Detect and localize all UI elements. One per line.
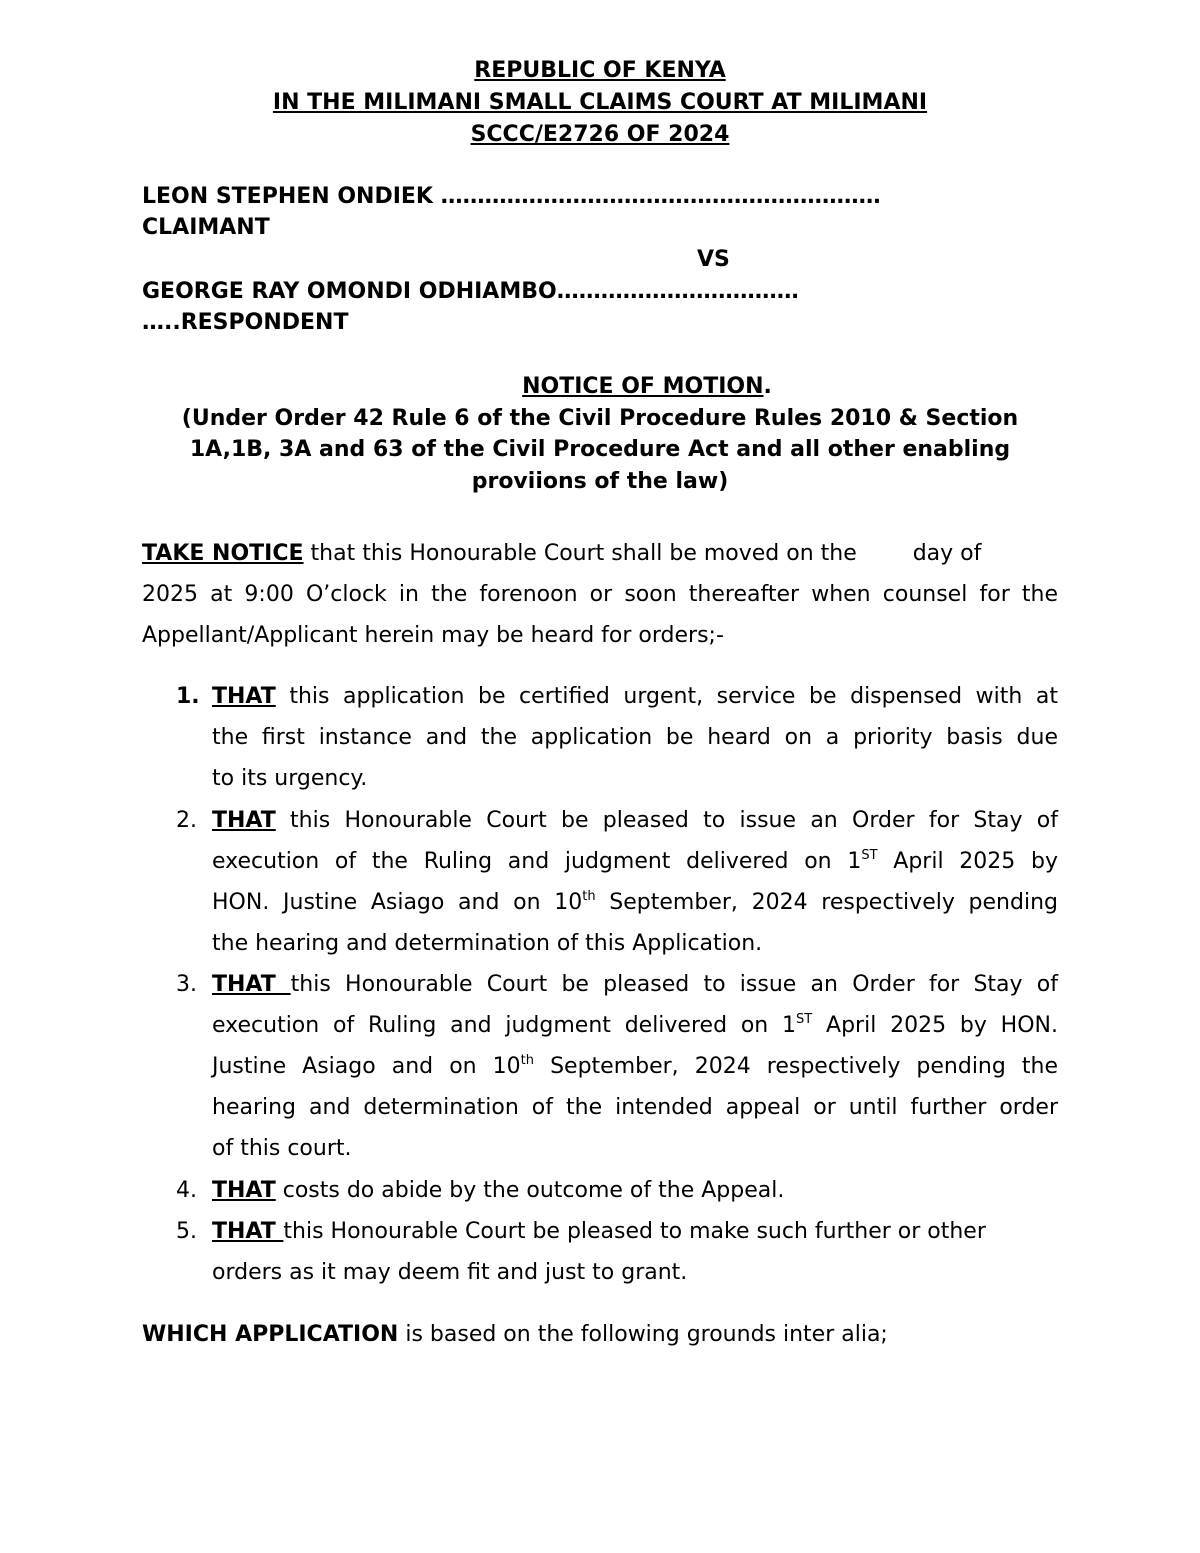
take-notice-line-1-text: that this Honourable Court shall be moved on the day of bbox=[303, 541, 982, 566]
versus-label: VS bbox=[697, 247, 730, 272]
order-1-line-1-text: this application be certified urgent, service be dispensed with at bbox=[275, 684, 1058, 709]
which-application-lead: WHICH APPLICATION bbox=[142, 1322, 399, 1347]
order-2-line-2a: execution of the Ruling and judgment delivered on 1 bbox=[212, 849, 862, 874]
order-5-line-1-text: this Honourable Court be pleased to make such further or other bbox=[283, 1219, 986, 1244]
take-notice-paragraph bbox=[142, 533, 1058, 656]
ordinal-suffix: th bbox=[520, 1053, 535, 1068]
order-lead: THAT bbox=[212, 1219, 284, 1244]
notice-of-motion-dot: . bbox=[763, 374, 772, 399]
take-notice-line-3: Appellant/Applicant herein may be heard for orders;- bbox=[142, 623, 724, 648]
order-3-line-2 bbox=[212, 1005, 1058, 1046]
under-order-line-3: proviions of the law) bbox=[471, 469, 729, 494]
order-number: 2. bbox=[176, 808, 197, 833]
notice-of-motion-text: NOTICE OF MOTION bbox=[522, 374, 764, 399]
order-number: 3. bbox=[176, 972, 197, 997]
take-notice-line-2: 2025 at 9:00 O’clock in the forenoon or soon thereafter when counsel for the bbox=[142, 582, 1058, 607]
ordinal-suffix: th bbox=[582, 889, 596, 904]
order-lead: THAT bbox=[212, 1178, 276, 1203]
order-2-line-2b: April 2025 by bbox=[877, 849, 1058, 874]
ordinal-suffix: ST bbox=[861, 848, 878, 863]
order-2-line-4: the hearing and determination of this Application. bbox=[212, 931, 763, 956]
order-5-line-1 bbox=[212, 1211, 1058, 1252]
take-notice-lead: TAKE NOTICE bbox=[142, 541, 304, 566]
order-2-line-1 bbox=[212, 800, 1058, 841]
case-number: SCCC/E2726 OF 2024 bbox=[470, 122, 730, 147]
order-1-line-3: to its urgency. bbox=[212, 766, 368, 791]
court-heading: IN THE MILIMANI SMALL CLAIMS COURT AT MILIMANI bbox=[272, 90, 928, 115]
take-notice-line-1 bbox=[142, 533, 1058, 574]
ordinal-suffix: ST bbox=[796, 1012, 813, 1027]
order-3-line-1 bbox=[212, 964, 1058, 1005]
order-5-line-2: orders as it may deem fit and just to grant. bbox=[212, 1260, 688, 1285]
order-1-line-2: the first instance and the application be heard on a priority basis due bbox=[212, 725, 1058, 750]
order-3-line-2b: April 2025 by HON. bbox=[812, 1013, 1058, 1038]
order-3-line-4: hearing and determination of the intended appeal or until further order bbox=[212, 1095, 1058, 1120]
respondent-role: …..RESPONDENT bbox=[142, 310, 349, 335]
order-number: 4. bbox=[176, 1178, 197, 1203]
claimant-name: LEON STEPHEN ONDIEK …………………………………………………… bbox=[142, 184, 881, 209]
order-2-line-3 bbox=[212, 882, 1058, 923]
order-3-line-3 bbox=[212, 1046, 1058, 1087]
respondent-name: GEORGE RAY OMONDI ODHIAMBO…………………………… bbox=[142, 279, 799, 304]
order-3-line-2a: execution of Ruling and judgment delivered on 1 bbox=[212, 1013, 797, 1038]
order-lead: THAT bbox=[212, 808, 276, 833]
order-2-line-3b: September, 2024 respectively pending bbox=[595, 890, 1058, 915]
order-1-line-1 bbox=[212, 676, 1058, 717]
which-application-text: is based on the following grounds inter alia; bbox=[398, 1322, 888, 1347]
claimant-role: CLAIMANT bbox=[142, 215, 270, 240]
order-lead: THAT bbox=[212, 684, 276, 709]
under-order-line-1: (Under Order 42 Rule 6 of the Civil Procedure Rules 2010 & Section bbox=[181, 406, 1019, 431]
order-2-line-3a: HON. Justine Asiago and on 10 bbox=[212, 890, 583, 915]
order-3-line-1-text: this Honourable Court be pleased to issue an Order for Stay of bbox=[290, 972, 1059, 997]
which-application-paragraph bbox=[142, 1318, 888, 1352]
notice-of-motion-title bbox=[0, 371, 1200, 402]
order-2-line-2 bbox=[212, 841, 1058, 882]
republic-heading: REPUBLIC OF KENYA bbox=[474, 58, 726, 83]
order-number: 5. bbox=[176, 1219, 197, 1244]
order-2-line-1-text: this Honourable Court be pleased to issue an Order for Stay of bbox=[275, 808, 1058, 833]
order-3-line-5: of this court. bbox=[212, 1136, 352, 1161]
under-order-line-2: 1A,1B, 3A and 63 of the Civil Procedure Act and all other enabling bbox=[189, 437, 1011, 462]
order-lead: THAT bbox=[212, 972, 291, 997]
order-4-line-1 bbox=[212, 1170, 1058, 1211]
order-number: 1. bbox=[176, 684, 200, 709]
order-3-line-3b: September, 2024 respectively pending the bbox=[534, 1054, 1058, 1079]
order-4-line-1-text: costs do abide by the outcome of the Appeal. bbox=[275, 1178, 785, 1203]
order-3-line-3a: Justine Asiago and on 10 bbox=[212, 1054, 521, 1079]
